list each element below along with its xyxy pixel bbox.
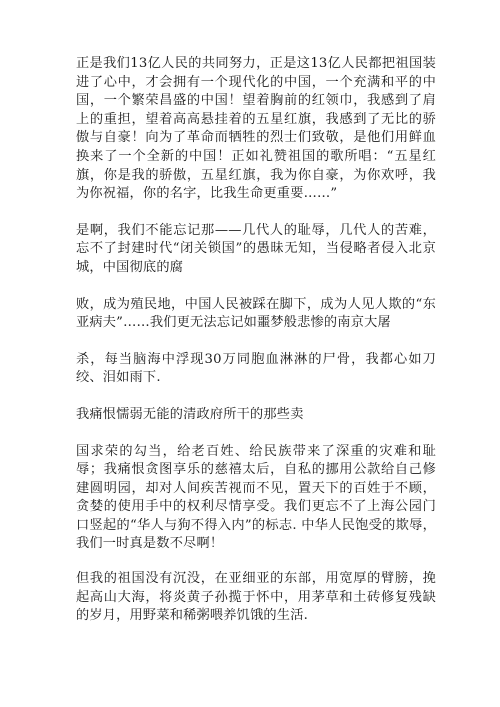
paragraph-qing-government: 我痛恨懦弱无能的清政府所干的那些卖 <box>76 406 304 422</box>
paragraph-resilience: 但我的祖国没有沉没，在亚细亚的东部，用宽厚的臂膀，挽起高山大海，将炎黄子孙揽于怀中，用茅草和土砖修复残缺的岁月，用野菜和稀粥喂养饥饿的生活. <box>76 571 436 624</box>
paragraph-humiliation: 是啊，我们不能忘记那——几代人的耻辱，几代人的苦难，忘不了封建时代“闭关锁国”的愚昧无知，当侵略者侵入北京城，中国彻底的腐 <box>76 222 436 275</box>
paragraph-patriotism: 正是我们13亿人民的共同努力，正是这13亿人民都把祖国装进了心中，才会拥有一个现代化的中国，一个充满和平的中国，一个繁荣昌盛的中国！望着胸前的红领巾，我感到了肩上的重担，望着高高悬挂着的五星红旗，我感到了无比的骄傲与自豪！向为了革命而牺牲的烈士们致敬，是他们用鲜血换来了一个全新的中国！正如礼赞祖国的歌所唱：“五星红旗，你是我的骄傲，五星红旗，我为你自豪，为你欢呼，我为你祝福，你的名字，比我生命更重要……” <box>76 56 436 202</box>
paragraph-colonization: 败，成为殖民地，中国人民被踩在脚下，成为人见人欺的“东亚病夫”……我们更无法忘记如噩梦般悲惨的南京大屠 <box>76 296 436 331</box>
document-body <box>76 55 436 626</box>
paragraph-corruption: 国求荣的勾当，给老百姓、给民族带来了深重的灾难和耻辱；我痛恨贪图享乐的慈禧太后，自私的挪用公款给自己修建圆明园，却对人间疾苦视而不见，置天下的百姓于不顾，贪婪的使用手中的权利尽情享受。我们更忘不了上海公园门口竖起的“华人与狗不得入内”的标志. 中华人民饱受的欺辱，我们一时真是数不尽啊！ <box>76 443 436 552</box>
paragraph-nanjing: 杀，每当脑海中浮现30万同胞血淋淋的尸骨，我都心如刀绞、泪如雨下. <box>76 351 436 386</box>
